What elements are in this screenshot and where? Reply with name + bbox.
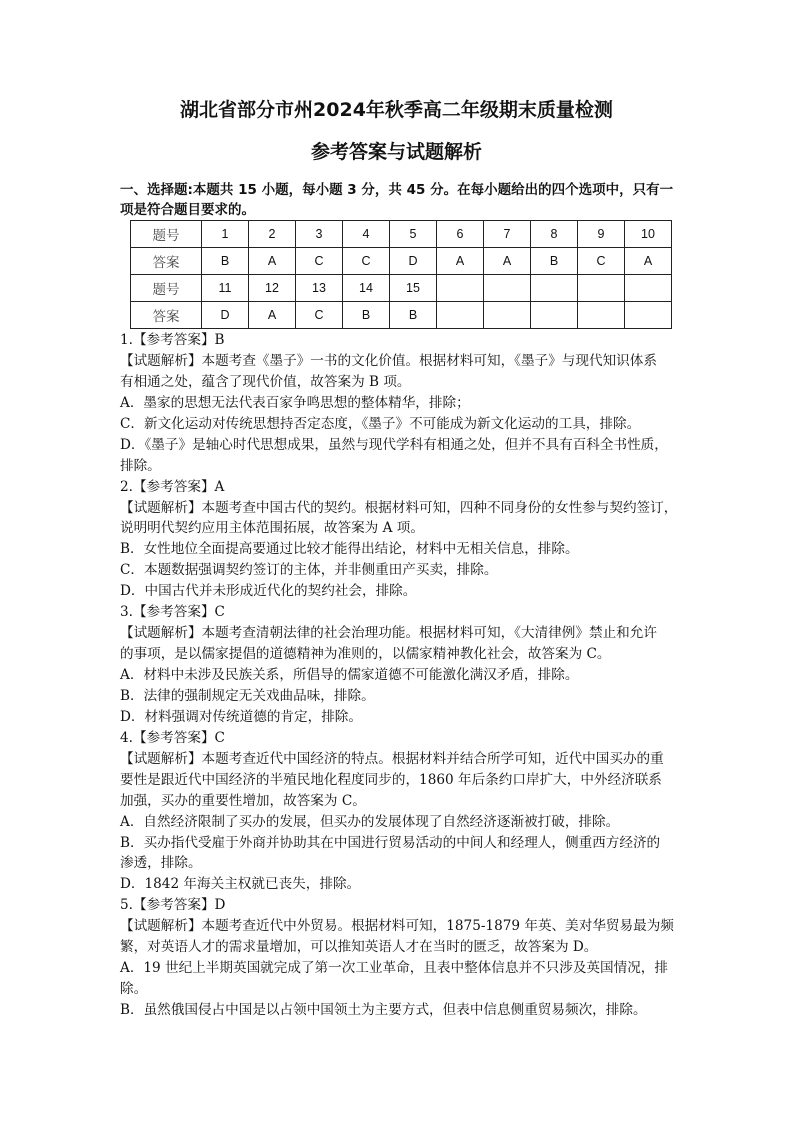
text-line: 【试题解析】本题考查中国古代的契约。根据材料可知，四种不同身份的女性参与契约签订， [120,499,678,516]
document-title: 湖北省部分市州2024年秋季高二年级期末质量检测 [180,99,613,121]
text-line: 有相通之处，蕴含了现代价值，故答案为 B 项。 [120,373,411,390]
question-number-cell: 14 [343,275,390,302]
question-number-cell [484,275,531,302]
question-number-cell: 5 [390,221,437,248]
question-number-cell: 4 [343,221,390,248]
text-line: B．女性地位全面提高要通过比较才能得出结论，材料中无相关信息，排除。 [120,541,579,558]
row-header: 答案 [131,302,202,329]
answer-cell: B [343,302,390,329]
text-line: 排除。 [120,457,161,474]
answer-cell [484,302,531,329]
text-line: A．墨家的思想无法代表百家争鸣思想的整体精华，排除； [120,394,470,411]
answer-cell: D [390,248,437,275]
text-line: B．法律的强制规定无关戏曲品味，排除。 [120,687,375,704]
row-header: 题号 [131,275,202,302]
question-number-row [131,221,672,248]
answer-cell: A [249,248,296,275]
text-line: A．自然经济限制了买办的发展，但买办的发展体现了自然经济逐渐被打破，排除。 [120,813,620,830]
answer-cell: A [437,248,484,275]
question-number-cell: 11 [202,275,249,302]
document-body [120,180,688,1021]
text-line: 的事项，是以儒家提倡的道德精神为准则的，以儒家精神教化社会，故答案为 C。 [120,646,611,663]
answer-row [131,302,672,329]
answer-cell: C [578,248,625,275]
text-line: 渗透，排除。 [120,855,202,872]
question-number-cell: 1 [202,221,249,248]
text-line: B．买办指代受雇于外商并协助其在中国进行贸易活动的中间人和经理人，侧重西方经济的 [120,834,661,851]
row-header: 答案 [131,248,202,275]
answer-cell: D [202,302,249,329]
answer-table [130,220,672,329]
section-heading-continued: 项是符合题目要求的。 [120,202,255,218]
text-line: 说明明代契约应用主体范围拓展，故答案为 A 项。 [120,520,424,537]
text-line: A．材料中未涉及民族关系，所倡导的儒家道德不可能激化满汉矛盾，排除。 [120,667,579,683]
question-number-cell: 10 [625,221,672,248]
question-number-cell: 3 [296,221,343,248]
document-subtitle: 参考答案与试题解析 [310,141,482,163]
question-number-cell [578,275,625,302]
question-number-cell: 2 [249,221,296,248]
text-line: C．本题数据强调契约签订的主体，并非侧重田产买卖，排除。 [120,562,498,579]
question-number-cell: 8 [531,221,578,248]
question-number-cell [531,275,578,302]
answer-row [131,248,672,275]
question-number-cell [437,275,484,302]
answer-cell: B [531,248,578,275]
text-line: B．虽然俄国侵占中国是以占领中国领土为主要方式，但表中信息侧重贸易频次，排除。 [120,1002,647,1018]
text-line: D．1842 年海关主权就已丧失，排除。 [120,876,361,893]
answer-cell: A [249,302,296,329]
question-number-cell: 15 [390,275,437,302]
text-line: 【试题解析】本题考查《墨子》一书的文化价值。根据材料可知，《墨子》与现代知识体系 [120,352,657,369]
answer-cell: B [202,248,249,275]
text-line: 除。 [120,981,148,998]
answer-cell: C [296,248,343,275]
question-number-cell [625,275,672,302]
question-number-cell: 13 [296,275,343,302]
question-number-cell: 7 [484,221,531,248]
row-header: 题号 [131,221,202,248]
answer-heading: 4.【参考答案】C [120,729,225,746]
text-line: 加强，买办的重要性增加，故答案为 C。 [120,792,366,809]
answer-cell: B [390,302,437,329]
answer-cell [437,302,484,329]
text-line: 【试题解析】本题考查近代中国经济的特点。根据材料并结合所学可知，近代中国买办的重 [120,750,664,767]
text-line: 要性是跟近代中国经济的半殖民地化程度同步的，1860 年后条约口岸扩大，中外经济联系 [120,771,662,788]
text-line: 【试题解析】本题考查清朝法律的社会治理功能。根据材料可知，《大清律例》禁止和允许 [120,625,657,642]
answer-cell: C [343,248,390,275]
text-line: D．材料强调对传统道德的肯定，排除。 [120,708,362,725]
question-number-cell: 12 [249,275,296,302]
answer-cell [578,302,625,329]
section-heading: 一、选择题:本题共 15 小题，每小题 3 分，共 45 分。在每小题给出的四个选项中，只有一 [120,182,674,198]
text-line: D．《墨子》是轴心时代思想成果，虽然与现代学科有相通之处，但并不具有百科全书性质， [120,436,668,453]
question-number-row [131,275,672,302]
answer-explanations [120,330,688,1021]
answer-cell: A [625,248,672,275]
text-line: 繁，对英语人才的需求量增加，可以推知英语人才在当时的匮乏，故答案为 D。 [120,939,598,956]
answer-heading: 3.【参考答案】C [120,604,225,621]
answer-heading: 2.【参考答案】A [120,478,225,495]
answer-heading: 1.【参考答案】B [120,332,225,348]
answer-cell: A [484,248,531,275]
text-line: C．新文化运动对传统思想持否定态度，《墨子》不可能成为新文化运动的工具，排除。 [120,415,641,432]
answer-cell [531,302,578,329]
answer-cell: C [296,302,343,329]
text-line: 【试题解析】本题考查近代中外贸易。根据材料可知，1875-1879 年英、美对华贸易最为频 [120,918,674,935]
question-number-cell: 9 [578,221,625,248]
text-line: A．19 世纪上半期英国就完成了第一次工业革命，且表中整体信息并不只涉及英国情况，排 [120,960,668,977]
text-line: D．中国古代并未形成近代化的契约社会，排除。 [120,583,417,600]
answer-cell [625,302,672,329]
answer-heading: 5.【参考答案】D [120,897,226,914]
question-number-cell: 6 [437,221,484,248]
